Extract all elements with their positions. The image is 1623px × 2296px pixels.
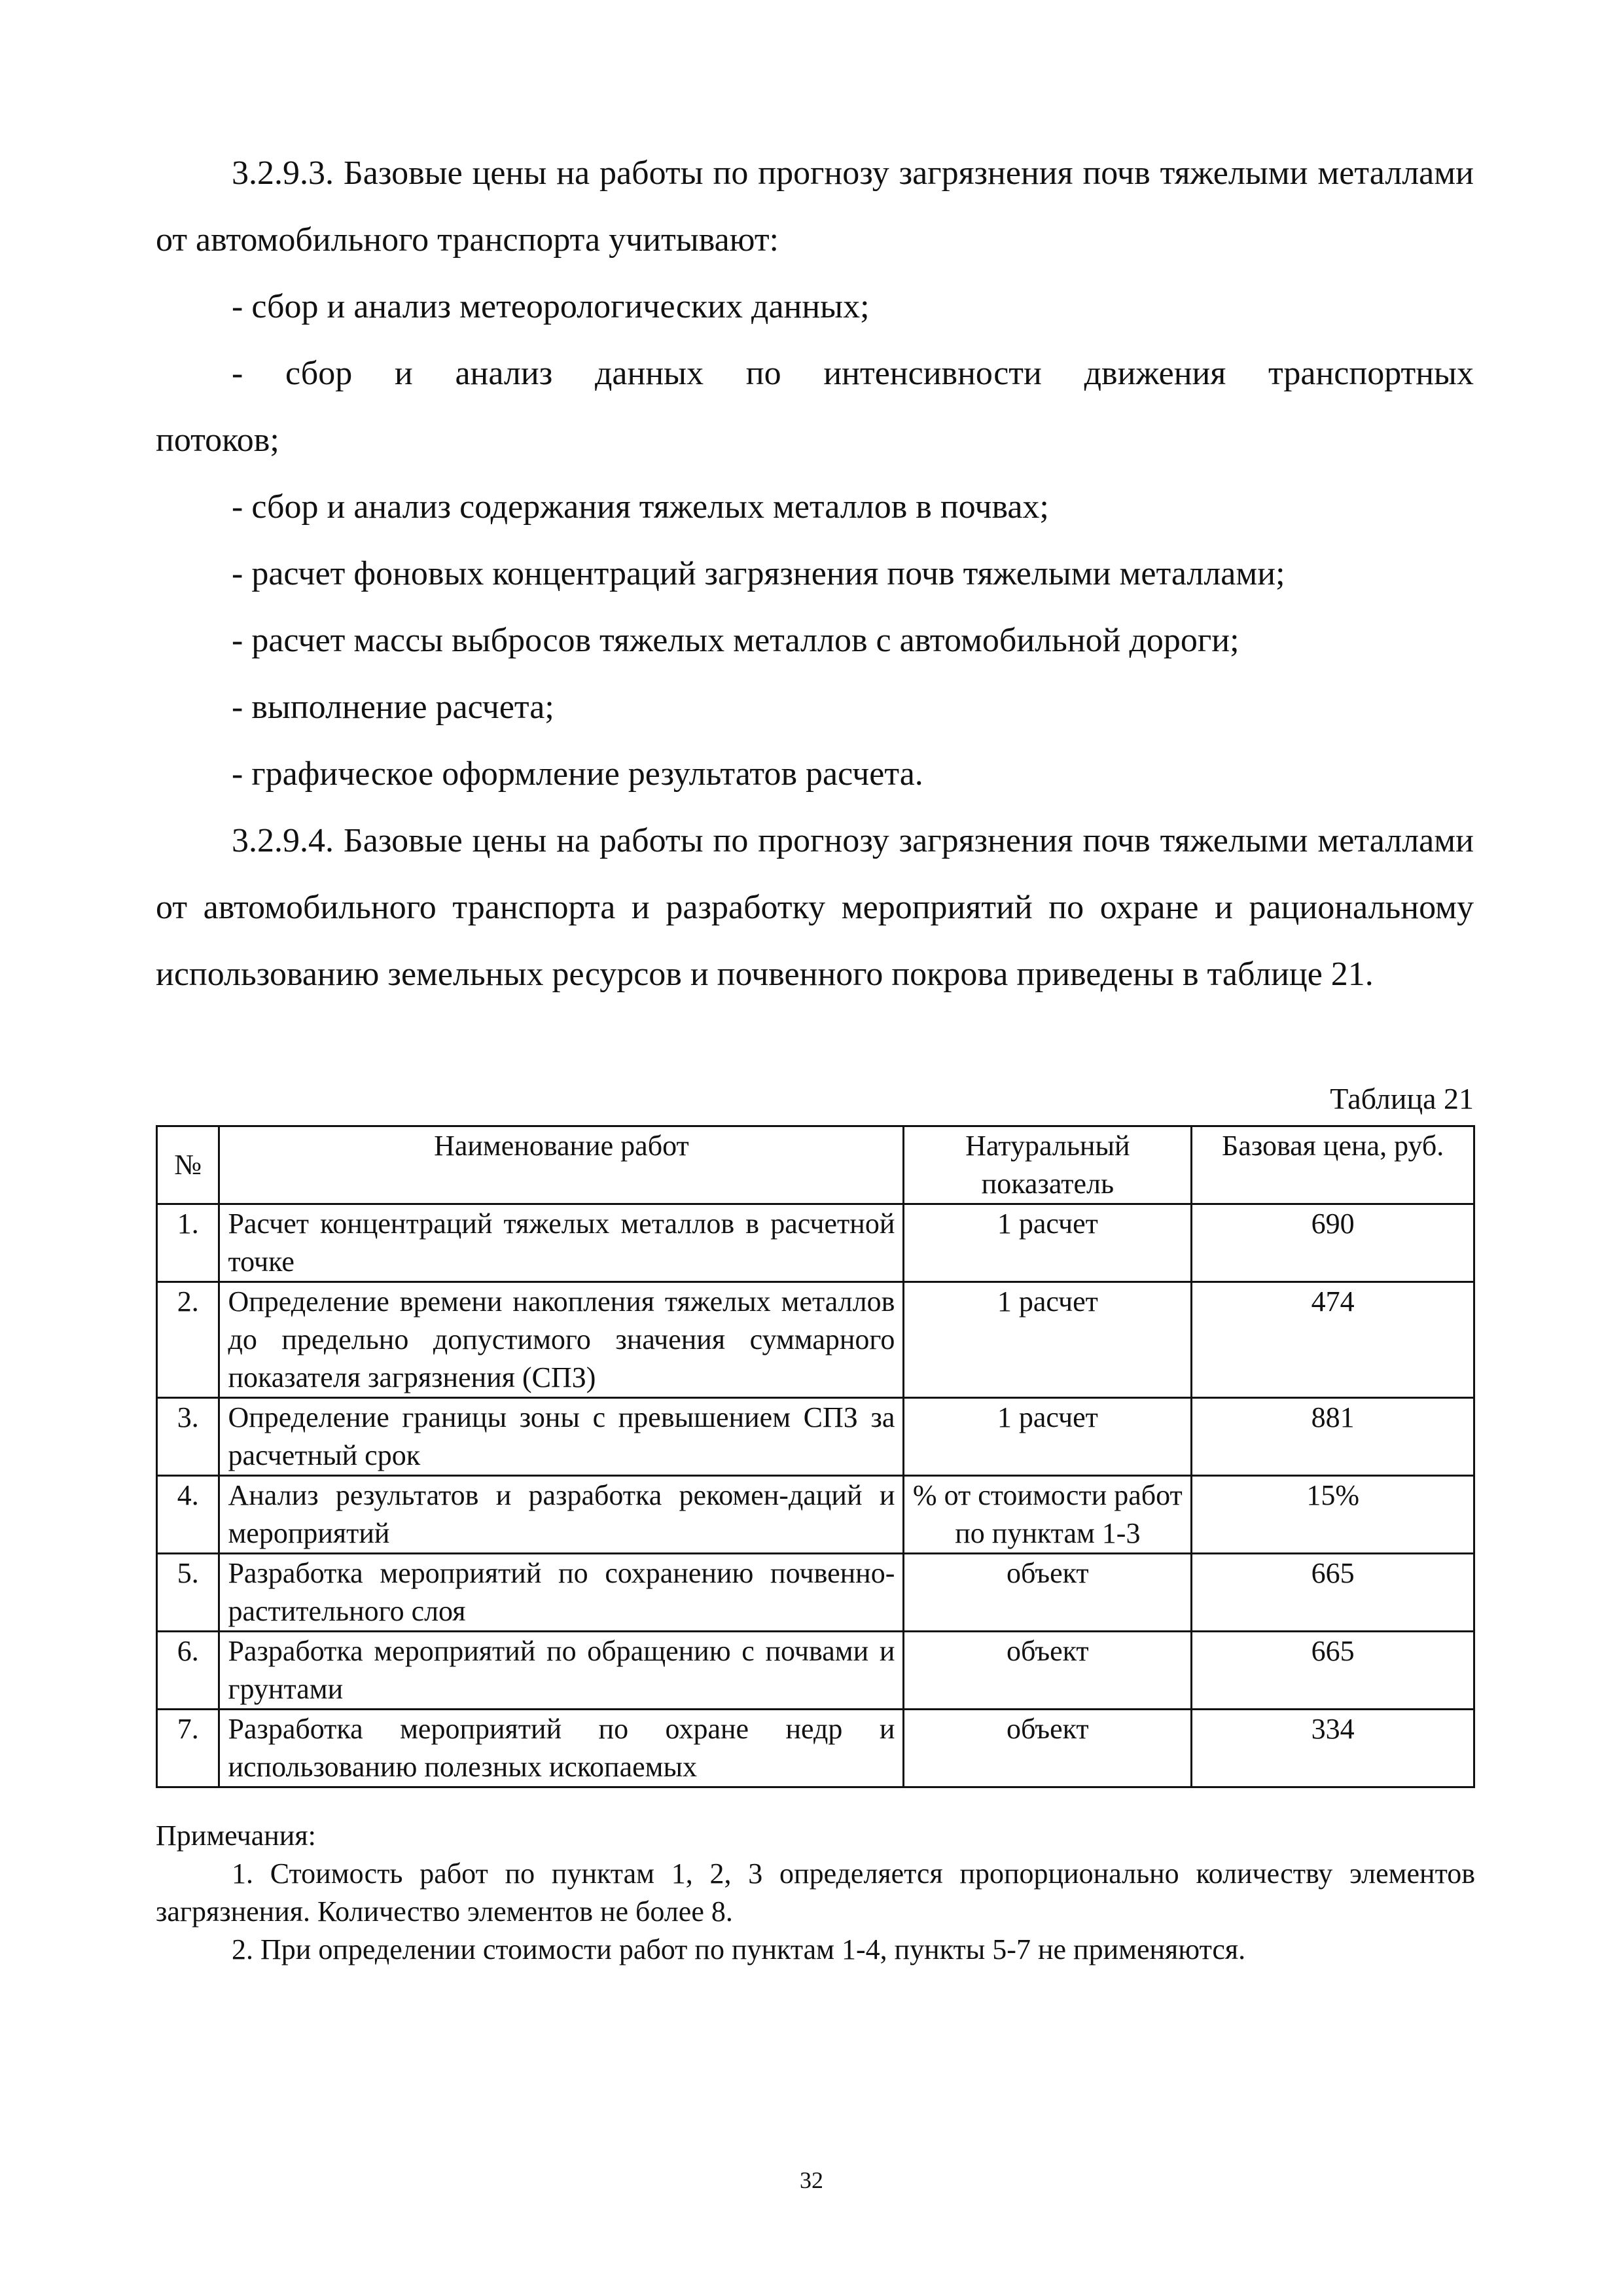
table-row bbox=[157, 1282, 1474, 1398]
table-caption: Таблица 21 bbox=[1330, 1082, 1474, 1115]
row-unit: объект bbox=[904, 1710, 1192, 1787]
list-item: - расчет массы выбросов тяжелых металлов с автомобильной дороги; bbox=[232, 622, 1240, 659]
row-price: 881 bbox=[1192, 1398, 1474, 1476]
price-table bbox=[156, 1125, 1475, 1788]
list-item: - сбор и анализ данных по интенсивности движения транспортных bbox=[232, 355, 1474, 392]
row-price: 474 bbox=[1192, 1282, 1474, 1398]
table-header-row bbox=[157, 1126, 1474, 1204]
header-price: Базовая цена, руб. bbox=[1192, 1126, 1474, 1204]
row-name: Определение границы зоны с превышением СПЗ за расчетный срок bbox=[219, 1398, 904, 1476]
row-unit: 1 расчет bbox=[904, 1204, 1192, 1282]
list-item: - расчет фоновых концентраций загрязнения почв тяжелыми металлами; bbox=[232, 555, 1285, 592]
note-item: 1. Стоимость работ по пунктам 1, 2, 3 определяется пропорционально количеству элементов загрязнения. Количество элементов не более 8. bbox=[156, 1857, 1475, 1928]
row-price: 665 bbox=[1192, 1632, 1474, 1710]
row-unit: 1 расчет bbox=[904, 1282, 1192, 1398]
header-num: № bbox=[157, 1126, 219, 1204]
row-name: Разработка мероприятий по обращению с почвами и грунтами bbox=[219, 1632, 904, 1710]
row-name: Определение времени накопления тяжелых металлов до предельно допустимого значения суммарного показателя загрязнения (СПЗ) bbox=[219, 1282, 904, 1398]
row-unit: объект bbox=[904, 1632, 1192, 1710]
table-row bbox=[157, 1398, 1474, 1476]
row-num: 3. bbox=[157, 1398, 219, 1476]
notes-title: Примечания: bbox=[156, 1820, 316, 1852]
row-num: 4. bbox=[157, 1476, 219, 1554]
row-name: Разработка мероприятий по сохранению почвенно-растительного слоя bbox=[219, 1554, 904, 1632]
list-item: - графическое оформление результатов расчета. bbox=[232, 755, 923, 793]
row-unit: % от стоимости работ по пунктам 1-3 bbox=[904, 1476, 1192, 1554]
header-unit: Натуральный показатель bbox=[904, 1126, 1192, 1204]
paragraph-3-2-9-3: 3.2.9.3. Базовые цены на работы по прогнозу загрязнения почв тяжелыми металлами от автомобильного транспорта учитывают: bbox=[156, 154, 1474, 259]
table-row bbox=[157, 1554, 1474, 1632]
row-unit: объект bbox=[904, 1554, 1192, 1632]
row-name: Анализ результатов и разработка рекомен-даций и мероприятий bbox=[219, 1476, 904, 1554]
page-number: 32 bbox=[800, 2167, 823, 2193]
row-num: 6. bbox=[157, 1632, 219, 1710]
row-num: 7. bbox=[157, 1710, 219, 1787]
row-num: 2. bbox=[157, 1282, 219, 1398]
header-name: Наименование работ bbox=[219, 1126, 904, 1204]
paragraph-3-2-9-4: 3.2.9.4. Базовые цены на работы по прогнозу загрязнения почв тяжелыми металлами от автомобильного транспорта и разработку мероприятий по охране и рациональному использованию земельных ресурсов и почвенного покрова приведены в таблице 21. bbox=[156, 822, 1474, 993]
list-item: - сбор и анализ метеорологических данных; bbox=[232, 288, 870, 325]
note-item: 2. При определении стоимости работ по пунктам 1-4, пункты 5-7 не применяются. bbox=[232, 1933, 1246, 1965]
row-price: 690 bbox=[1192, 1204, 1474, 1282]
row-name: Расчет концентраций тяжелых металлов в расчетной точке bbox=[219, 1204, 904, 1282]
notes-block bbox=[156, 1817, 1475, 1969]
row-unit: 1 расчет bbox=[904, 1398, 1192, 1476]
list-item-continuation: потоков; bbox=[156, 422, 279, 459]
row-name: Разработка мероприятий по охране недр и использованию полезных ископаемых bbox=[219, 1710, 904, 1787]
table-row bbox=[157, 1710, 1474, 1787]
row-num: 1. bbox=[157, 1204, 219, 1282]
row-num: 5. bbox=[157, 1554, 219, 1632]
row-price: 665 bbox=[1192, 1554, 1474, 1632]
table-row bbox=[157, 1204, 1474, 1282]
row-price: 15% bbox=[1192, 1476, 1474, 1554]
table-row bbox=[157, 1476, 1474, 1554]
row-price: 334 bbox=[1192, 1710, 1474, 1787]
list-item: - выполнение расчета; bbox=[232, 689, 554, 726]
table-row bbox=[157, 1632, 1474, 1710]
list-item: - сбор и анализ содержания тяжелых металлов в почвах; bbox=[232, 488, 1049, 526]
